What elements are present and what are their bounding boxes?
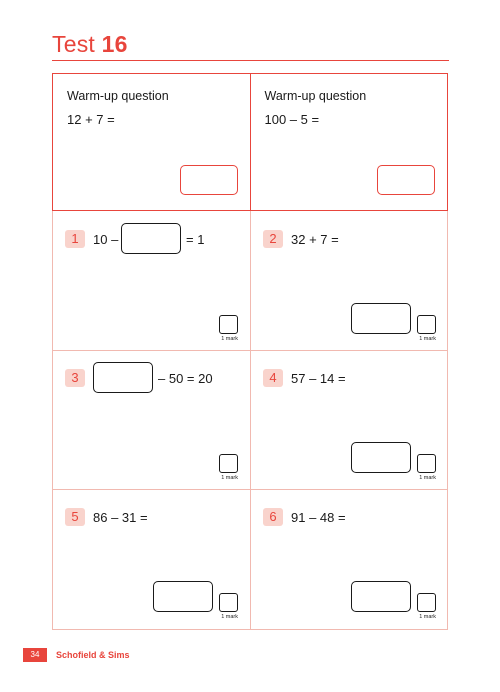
publisher-name: Schofield & Sims xyxy=(56,650,130,660)
mark-label: 1 mark xyxy=(221,614,238,620)
warmup-label: Warm-up question xyxy=(67,89,169,103)
question-text: – 50 = 20 xyxy=(158,371,213,386)
question-number-badge: 6 xyxy=(263,508,283,526)
title-prefix: Test xyxy=(52,31,95,57)
warmup-answer-box[interactable] xyxy=(377,165,435,195)
question-number-badge: 3 xyxy=(65,369,85,387)
answer-box[interactable] xyxy=(93,362,153,393)
mark-box[interactable] xyxy=(417,593,436,612)
question-grid xyxy=(52,211,448,630)
answer-box[interactable] xyxy=(351,442,411,473)
warmup-cell-1 xyxy=(53,74,250,210)
question-number-badge: 5 xyxy=(65,508,85,526)
question-text: 10 – xyxy=(93,232,119,247)
question-text: 32 + 7 = xyxy=(291,232,339,247)
mark-box[interactable] xyxy=(219,454,238,473)
question-text: 86 – 31 = xyxy=(93,510,148,525)
title-number: 16 xyxy=(101,31,128,57)
question-number-badge: 4 xyxy=(263,369,283,387)
question-2 xyxy=(251,211,448,350)
answer-box[interactable] xyxy=(351,581,411,612)
question-number-badge: 1 xyxy=(65,230,85,248)
warmup-question: 12 + 7 = xyxy=(67,112,115,127)
answer-box[interactable] xyxy=(351,303,411,334)
mark-label: 1 mark xyxy=(221,475,238,481)
warmup-question: 100 – 5 = xyxy=(264,112,320,127)
mark-box[interactable] xyxy=(417,315,436,334)
warmup-cell-2 xyxy=(250,74,448,210)
warmup-label: Warm-up question xyxy=(264,89,367,103)
mark-box[interactable] xyxy=(417,454,436,473)
answer-box[interactable] xyxy=(121,223,181,254)
question-3 xyxy=(53,350,250,489)
page-number: 34 xyxy=(23,648,47,662)
question-6 xyxy=(251,489,448,628)
mark-box[interactable] xyxy=(219,593,238,612)
warmup-section xyxy=(52,73,448,211)
question-1 xyxy=(53,211,250,350)
mark-label: 1 mark xyxy=(221,336,238,342)
mark-label: 1 mark xyxy=(419,614,436,620)
mark-label: 1 mark xyxy=(419,336,436,342)
question-number-badge: 2 xyxy=(263,230,283,248)
question-text: 57 – 14 = xyxy=(291,371,346,386)
mark-box[interactable] xyxy=(219,315,238,334)
question-text: = 1 xyxy=(186,232,205,247)
answer-box[interactable] xyxy=(153,581,213,612)
title-divider xyxy=(52,60,449,61)
warmup-answer-box[interactable] xyxy=(180,165,238,195)
question-5 xyxy=(53,489,250,628)
page-title xyxy=(52,31,128,58)
mark-label: 1 mark xyxy=(419,475,436,481)
question-4 xyxy=(251,350,448,489)
question-text: 91 – 48 = xyxy=(291,510,346,525)
